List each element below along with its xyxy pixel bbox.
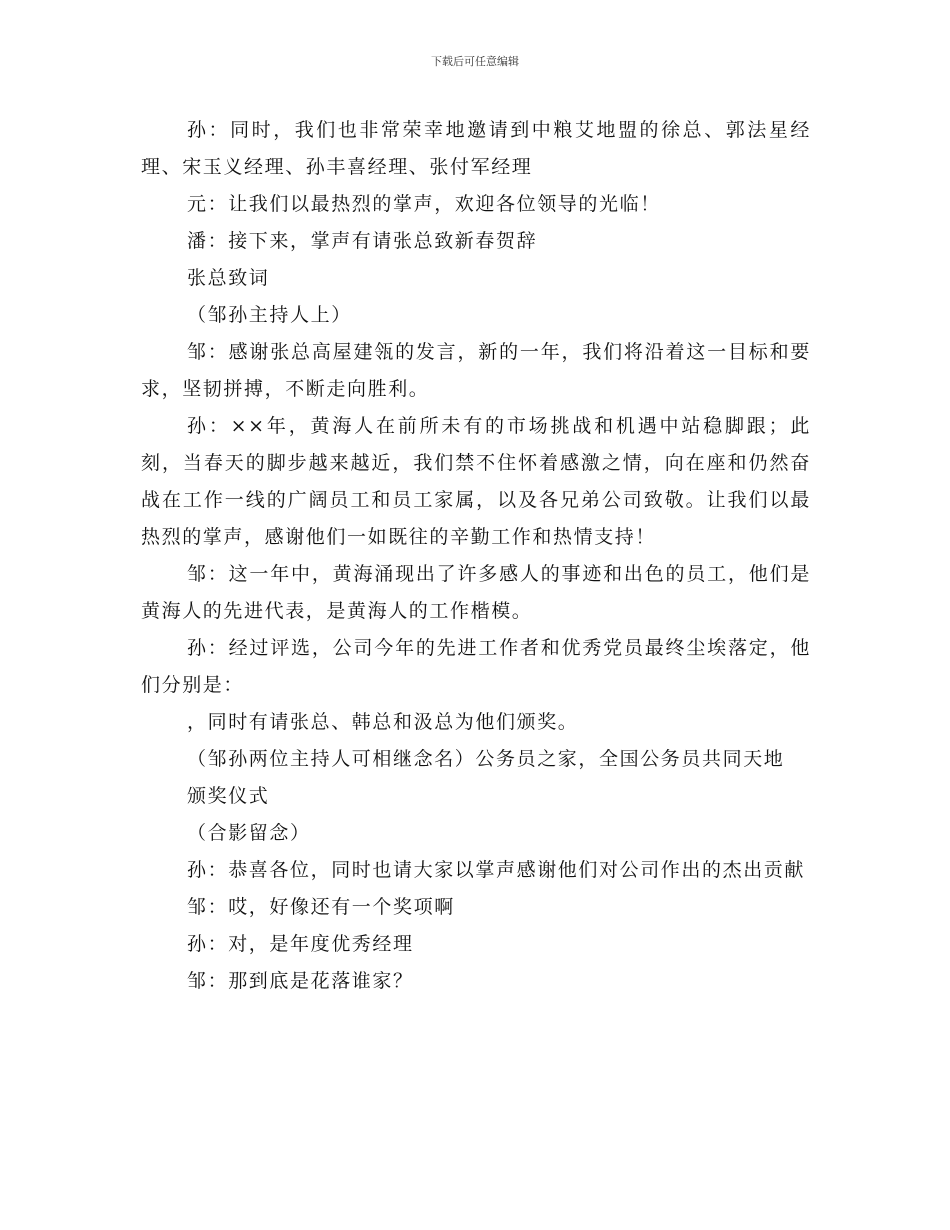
paragraph: 孙：××年，黄海人在前所未有的市场挑战和机遇中站稳脚跟；此刻，当春天的脚步越来越近，我们禁不住怀着感激之情，向在座和仍然奋战在工作一线的广阔员工和员工家属，以及各兄弟公司致敬。让我们以最热烈的掌声，感谢他们一如既往的辛勤工作和热情支持！ [141,415,811,548]
paragraph: （邹孙主持人上） [187,304,352,326]
paragraph: （合影留念） [187,822,311,844]
paragraph: 邹：哎，好像还有一个奖项啊 [187,896,455,918]
paragraph: （邹孙两位主持人可相继念名）公务员之家，全国公务员共同天地 [187,748,785,770]
paragraph: 孙：同时，我们也非常荣幸地邀请到中粮艾地盟的徐总、郭法星经理、宋玉义经理、孙丰喜经理、张付军经理 [141,119,811,178]
paragraph: 元：让我们以最热烈的掌声，欢迎各位领导的光临！ [187,193,661,215]
paragraph: ，同时有请张总、韩总和汲总为他们颁奖。 [187,711,579,733]
paragraph: 邹：感谢张总高屋建瓴的发言，新的一年，我们将沿着这一目标和要求，坚韧拼搏，不断走向胜利。 [141,341,811,400]
paragraph: 孙：恭喜各位，同时也请大家以掌声感谢他们对公司作出的杰出贡献 [187,859,806,881]
paragraph: 潘：接下来，掌声有请张总致新春贺辞 [187,230,538,252]
paragraph: 张总致词 [187,267,270,289]
paragraph: 孙：对，是年度优秀经理 [187,933,414,955]
paragraph: 孙：经过评选，公司今年的先进工作者和优秀党员最终尘埃落定，他们分别是： [141,637,811,696]
document-body [141,112,811,1000]
paragraph: 邹：那到底是花落谁家？ [187,970,414,992]
page-header: 下载后可任意编辑 [431,55,519,68]
paragraph: 颁奖仪式 [187,785,270,807]
paragraph: 邹：这一年中，黄海涌现出了许多感人的事迹和出色的员工，他们是黄海人的先进代表，是黄海人的工作楷模。 [141,563,811,622]
